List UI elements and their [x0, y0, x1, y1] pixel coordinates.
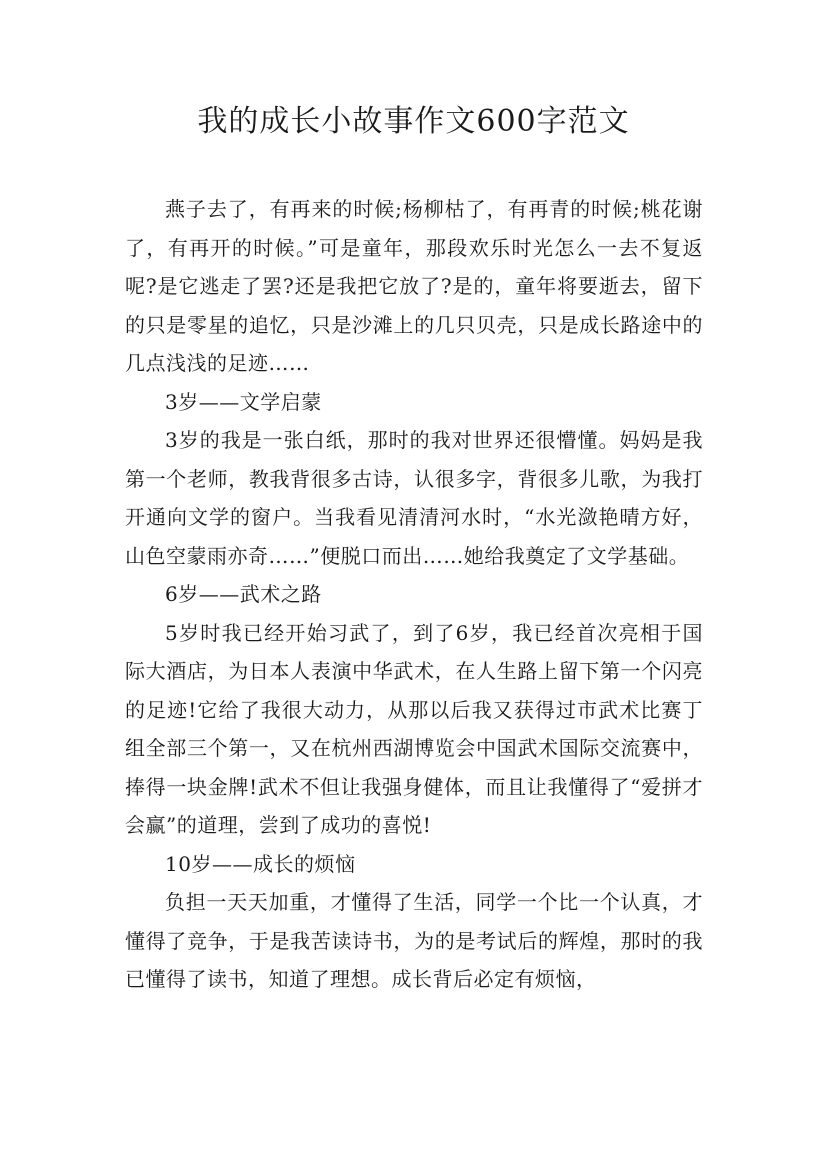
section-heading-age-3: 3岁——文学启蒙 — [165, 389, 322, 414]
section-heading-age-6: 6岁——武术之路 — [165, 582, 322, 606]
paragraph-age-3: 3岁的我是一张白纸，那时的我对世界还很懵懂。妈妈是我第一个老师，教我背很多古诗，认很多字，背很多儿歌，为我打开通向文学的窗户。当我看见清清河水时，“水光潋艳晴方好，山色空蒙雨亦奇……”便脱口而出……她给我奠定了文学基础。 — [125, 428, 703, 568]
document-body — [125, 190, 703, 999]
document-title: 我的成长小故事作文600字范文 — [197, 104, 630, 139]
section-heading-age-10: 10岁——成长的烦恼 — [165, 851, 356, 876]
paragraph-age-6: 5岁时我已经开始习武了，到了6岁，我已经首次亮相于国际大酒店，为日本人表演中华武术，在人生路上留下第一个闪亮的足迹!它给了我很大动力，从那以后我又获得过市武术比赛丁组全部三个第一，又在杭州西湖博览会中国武术国际交流赛中，捧得一块金牌!武术不但让我强身健体，而且让我懂得了“爱拼才会赢”的道理，尝到了成功的喜悦! — [125, 620, 703, 837]
paragraph-intro: 燕子去了，有再来的时候;杨柳枯了，有再青的时候;桃花谢了，有再开的时候。”可是童年，那段欢乐时光怎么一去不复返呢?是它逃走了罢?还是我把它放了?是的，童年将要逝去，留下的只是零星的追忆，只是沙滩上的几只贝壳，只是成长路途中的几点浅浅的足迹…… — [125, 197, 703, 375]
paragraph-age-10: 负担一天天加重，才懂得了生活，同学一个比一个认真，才懂得了竞争，于是我苦读诗书，为的是考试后的辉煌，那时的我已懂得了读书，知道了理想。成长背后必定有烦恼， — [125, 890, 703, 991]
